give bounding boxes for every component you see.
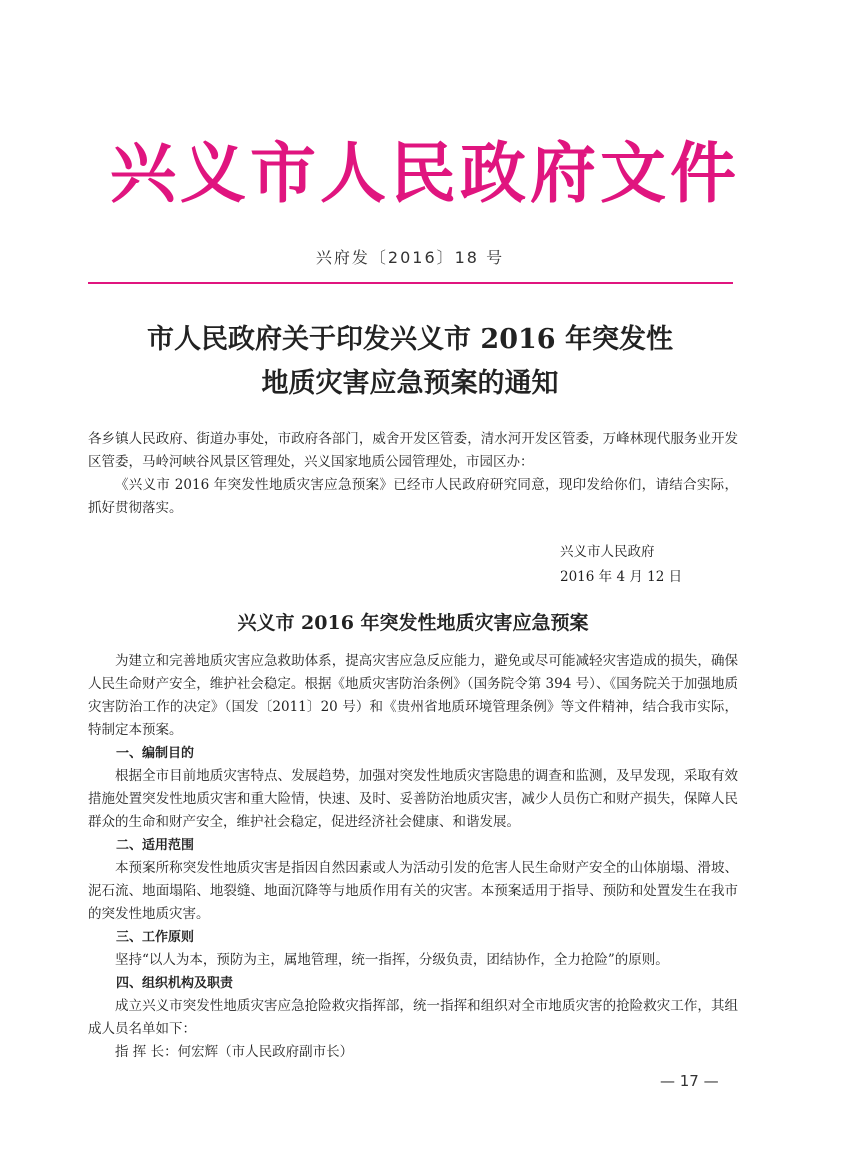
- signature-date: 2016 年 4 月 12 日: [560, 569, 683, 585]
- section-text-4: 成立兴义市突发性地质灾害应急抢险救灾指挥部，统一指挥和组织对全市地质灾害的抢险救灾工作，其组成人员名单如下：: [88, 998, 738, 1037]
- plan-title: 兴义市 2016 年突发性地质灾害应急预案: [237, 612, 589, 634]
- section-heading-2: 二、适用范围: [116, 838, 195, 853]
- notice-title-line-1: 市人民政府关于印发兴义市 2016 年突发性: [147, 324, 673, 355]
- section-heading-1: 一、编制目的: [116, 746, 195, 761]
- red-divider-line: [88, 282, 733, 284]
- plan-body: [88, 650, 738, 1064]
- section-text-2: 本预案所称突发性地质灾害是指因自然因素或人为活动引发的危害人民生命财产安全的山体崩塌、滑坡、泥石流、地面塌陷、地裂缝、地面沉降等与地质作用有关的灾害。本预案适用于指导、预防和处置发生在我市的突发性地质灾害。: [88, 860, 738, 922]
- notice-body: [88, 428, 738, 520]
- signature-block: [560, 540, 682, 590]
- document-number: 兴府发〔2016〕18 号: [315, 248, 505, 267]
- section-heading-4: 四、组织机构及职责: [116, 976, 234, 991]
- notice-paragraph: 《兴义市 2016 年突发性地质灾害应急预案》已经市人民政府研究同意，现印发给你们，请结合实际，抓好贯彻落实。: [88, 477, 738, 516]
- notice-recipients: 各乡镇人民政府、街道办事处，市政府各部门，威舍开发区管委，清水河开发区管委，万峰林现代服务业开发区管委，马岭河峡谷风景区管理处，兴义国家地质公园管理处，市园区办：: [88, 431, 738, 470]
- signer-name: 兴义市人民政府: [560, 544, 655, 560]
- page-number: — 17 —: [660, 1072, 719, 1090]
- section-text-3: 坚持“以人为本，预防为主，属地管理，统一指挥，分级负责，团结协作，全力抢险”的原则。: [115, 952, 669, 968]
- notice-title: [90, 318, 730, 406]
- masthead-title: 兴义市人民政府文件: [110, 134, 740, 212]
- notice-title-line-2: 地质灾害应急预案的通知: [261, 368, 559, 399]
- section-heading-3: 三、工作原则: [116, 930, 195, 945]
- plan-intro: 为建立和完善地质灾害应急救助体系，提高灾害应急反应能力，避免或尽可能减轻灾害造成的损失，确保人民生命财产安全，维护社会稳定。根据《地质灾害防治条例》（国务院令第 394 号）、《国务院关于加强地质灾害防治工作的决定》（国发〔2011〕20 号）和《贵州省地质环境管理条例》等文件精神，结合我市实际，特制定本预案。: [88, 653, 738, 738]
- section-text-1: 根据全市目前地质灾害特点、发展趋势，加强对突发性地质灾害隐患的调查和监测，及早发现，采取有效措施处置突发性地质灾害和重大险情，快速、及时、妥善防治地质灾害，减少人员伤亡和财产损失，保障人民群众的生命和财产安全，维护社会稳定，促进经济社会健康、和谐发展。: [88, 768, 738, 830]
- commander-line: 指 挥 长：何宏辉（市人民政府副市长）: [115, 1044, 354, 1060]
